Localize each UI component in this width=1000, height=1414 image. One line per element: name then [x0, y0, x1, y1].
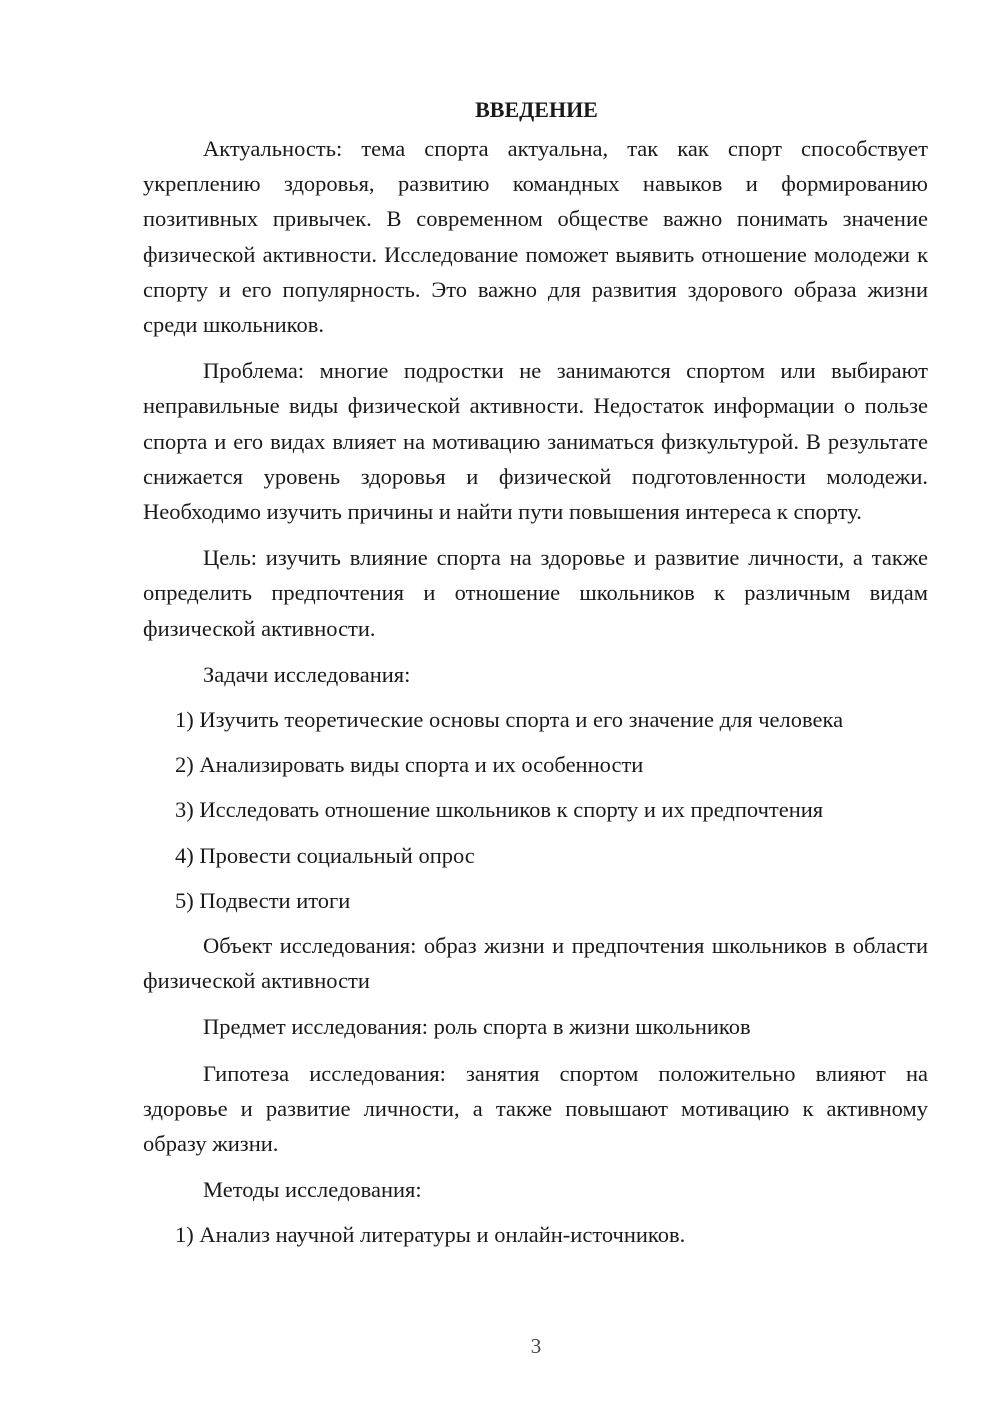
hypothesis-paragraph: Гипотеза исследования: занятия спортом положительно влияют на здоровье и развитие личности, а также повышают мотивацию к активному образу жизни. — [143, 1060, 928, 1157]
page-number: 3 — [530, 1334, 542, 1358]
list-item: 4) Провести социальный опрос — [175, 842, 475, 868]
methods-list — [143, 1217, 928, 1252]
page-title: ВВЕДЕНИЕ — [475, 97, 598, 122]
methods-heading: Методы исследования: — [203, 1177, 422, 1203]
list-item: 5) Подвести итоги — [175, 887, 351, 913]
list-item: 3) Исследовать отношение школьников к спорту и их предпочтения — [175, 797, 824, 823]
tasks-heading: Задачи исследования: — [203, 661, 411, 687]
subject-paragraph: Предмет исследования: роль спорта в жизни школьников — [203, 1014, 751, 1040]
relevance-paragraph: Актуальность: тема спорта актуальна, так как спорт способствует укреплению здоровья, развитию командных навыков и формированию позитивных привычек. В современном обществе важно понимать значение физической активности. Исследование поможет выявить отношение молодежи к спорту и его популярность. Это важно для развития здорового образа жизни среди школьников. — [143, 136, 928, 338]
problem-paragraph: Проблема: многие подростки не занимаются спортом или выбирают неправильные виды физической активности. Недостаток информации о пользе спорта и его видах влияет на мотивацию заниматься физкультурой. В результате снижается уровень здоровья и физической подготовленности молодежи. Необходимо изучить причины и найти пути повышения интереса к спорту. — [143, 358, 928, 525]
list-item: 1) Анализ научной литературы и онлайн-источников. — [175, 1222, 686, 1248]
object-paragraph: Объект исследования: образ жизни и предпочтения школьников в области физической активности — [143, 933, 928, 994]
list-item: 2) Анализировать виды спорта и их особенности — [175, 752, 644, 778]
tasks-list — [143, 702, 928, 918]
list-item: 1) Изучить теоретические основы спорта и его значение для человека — [175, 707, 844, 733]
document-page — [143, 92, 928, 1263]
goal-paragraph: Цель: изучить влияние спорта на здоровье и развитие личности, а также определить предпочтения и отношение школьников к различным видам физической активности. — [143, 545, 928, 641]
